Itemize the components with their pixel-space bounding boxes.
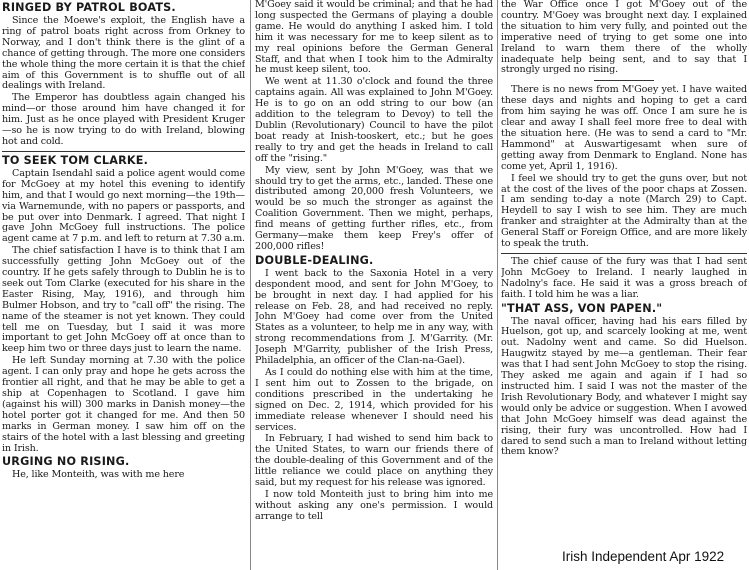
paragraph: Captain Isendahl said a police agent would come for McGoey at my hotel this evening to identify him, and that I would go next morning—the 19th—via Warnemunde, with no papers or passports, and be put over into Denmark. I agreed. That night I gave John McGoey full instructions. The police agent came at 7 p.m. and left to return at 7.30 a.m. xyxy=(2,167,245,245)
paragraph: We went at 11.30 o'clock and found the three captains again. All was explained to John M'Goey. He is to go on an odd string to our bow (an addition to the telegram to Devoy) to tell the Dublin (Revolutionary) Council to have the pilot boat ready at Inish-tooskert, etc.; but he goes really to try and get the heads in Ireland to call off the "rising." xyxy=(255,76,493,164)
paragraph: He left Sunday morning at 7.30 with the police agent. I can only pray and hope he gets across the frontier all right, and that he may be able to get a ship at Copenhagen to Scotland. I gave him (against his will) 300 marks in Danish money—the hotel porter got it changed for me. And then 50 marks in German money. I saw him off on the stairs of the hotel with a last blessing and greeting in Irish. xyxy=(2,355,245,454)
column-divider xyxy=(250,0,251,570)
paragraph: I now told Monteith just to bring him into me without asking any one's permission. I would arrange to tell xyxy=(255,488,493,522)
paragraph: M'Goey said it would be criminal; and that he had long suspected the Germans of playing a double game. He would do anything I asked him. I told him it was necessary for me to keep silent as to my real opinions before the German General Staff, and that when I took him to the Admiralty he must keep silent, too. xyxy=(255,0,493,76)
paragraph: The Emperor has doubtless again changed his mind—or those around him have changed it for him. Just as he once played with President Kruger—so he is now trying to do with Ireland, blowing hot and cold. xyxy=(2,92,245,147)
paragraph: The chief satisfaction I have is to think that I am successfully getting John McGoey out of the country. If he gets safely through to Dublin he is to seek out Tom Clarke (executed for his share in the Easter Rising, May, 1916), and through him Bulmer Hobson, and try to "call off" the rising. The name of the steamer is not yet known. They could tell me on Tuesday, but I said it was more important to get John McGoey off at once than to keep him two or three days just to learn the name. xyxy=(2,245,245,355)
heading-to-seek-tom-clarke: TO SEEK TOM CLARKE. xyxy=(2,153,149,167)
paragraph: My view, sent by John M'Goey, was that we should try to get the arms, etc., landed. These one distributed among 20,000 fresh Volunteers, we would be so much the stronger as against the Coalition Government. Then we might, perhaps, find means of getting further rifles, etc., from Germany—make them keep Frey's offer of 200,000 rifles! xyxy=(255,164,493,252)
paragraph: The chief cause of the fury was that I had sent John McGoey to Ireland. I nearly laughed in Nadolny's face. He said it was a gross breach of faith. I told him he was a liar. xyxy=(501,255,747,300)
paragraph: The naval officer, having had his ears filled by Huelson, got up, and scarcely looking at me, went out. Nadolny went and came. So did Huelson. Haugwitz stayed by me—a gentleman. Their fear was that I had sent John McGoey to stop the rising. They asked me again and again if I had so instructed him. I said I was not the master of the Irish Revolutionary Body, and whatever I might say would only be advice or suggestion. When I avowed that John McGoey himself was dead against the rising, their fury was uncontrolled. How had I dared to send such a man to Ireland without letting them know? xyxy=(501,315,747,458)
paragraph: Since the Moewe's exploit, the English have a ring of patrol boats right across from Orkney to Norway, and I don't think there is the glint of a chance of getting through. The more one considers the whole thing the more certain it is that the chief aim of this Government is to shuffle out of all dealings with Ireland. xyxy=(2,15,245,92)
paragraph: As I could do nothing else with him at the time, I sent him out to Zossen to the brigade, on conditions prescribed in the undertaking he signed on Dec. 2, 1914, which provided for his immediate release whenever I should need his services. xyxy=(255,367,493,433)
paragraph: In February, I had wished to send him back to the United States, to warn our friends there of the double-dealing of this Government and of the little reliance we could place on anything they said, but my request for his release was ignored. xyxy=(255,433,493,489)
section-rule xyxy=(501,253,747,254)
paragraph: I went back to the Saxonia Hotel in a very despondent mood, and sent for John M'Goey, to be brought in next day. I had applied for his release on Feb. 28, and had received no reply. John M'Goey had come over from the United States as a volunteer, to help me in any way, with strong recommendations from J. M'Garrity. (Mr. Joseph M'Garrity, publisher of the Irish Press, Philadelphia, an officer of the Clan-na-Gael). xyxy=(255,267,493,367)
heading-urging-no-rising: URGING NO RISING. xyxy=(2,455,130,469)
heading-double-dealing: DOUBLE-DEALING. xyxy=(255,253,374,267)
section-rule xyxy=(2,151,245,152)
paragraph: He, like Monteith, was with me here xyxy=(12,469,185,481)
column-divider xyxy=(497,0,498,570)
column-middle xyxy=(255,0,493,570)
heading-ringed-by-patrol-boats: RINGED BY PATROL BOATS. xyxy=(2,1,176,14)
column-left xyxy=(2,0,245,570)
column-right xyxy=(501,0,747,570)
source-caption: Irish Independent Apr 1922 xyxy=(562,549,725,564)
section-rule xyxy=(594,80,654,81)
paragraph: There is no news from M'Goey yet. I have waited these days and nights and hoping to get a card from him saying he was off. Once I am sure he is clear and away I shall feel more free to deal with the situation here. (He was to send a card to "Mr. Hammond" at Auswartigesamt when sure of getting away from Denmark to England. None has come yet, April 1, 1916). xyxy=(501,84,747,172)
paragraph: I feel we should try to get the guns over, but not at the cost of the lives of the poor chaps at Zossen. I am sending to-day a note (March 29) to Capt. Heydell to say I wish to see him. They are much franker and straighter at the Admiralty than at the General Staff or Foreign Office, and are more likely to speak the truth. xyxy=(501,172,747,250)
paragraph: the War Office once I got M'Goey out of the country. M'Goey was brought next day. I explained the situation to him very fully, and pointed out the imperative need of trying to get some one into Ireland to warn them there of the wholly inadequate help being sent, and to say that I strongly urged no rising. xyxy=(501,0,747,76)
heading-that-ass-von-papen: "THAT ASS, VON PAPEN." xyxy=(501,301,663,315)
